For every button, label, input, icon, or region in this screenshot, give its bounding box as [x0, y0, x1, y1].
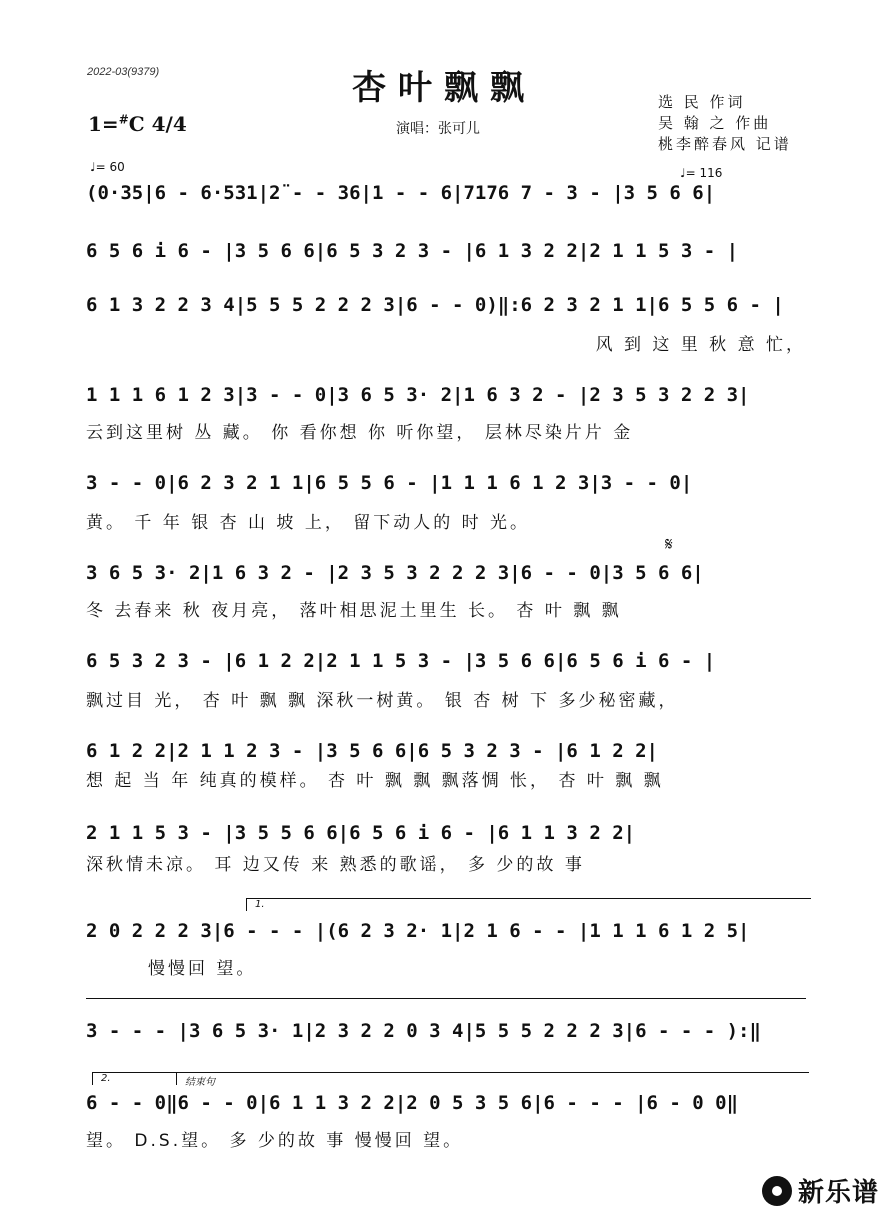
staff-line: 6 1 3 2 2 3 4|5 5 5 2 2 2 3|6 - - 0)‖:6 2 3 2 1 1|6 5 5 6 - | — [86, 294, 784, 316]
staff-line: (0·35|6 - 6·531|2̈ - - 36|1 - - 6|7176 7 - 3 - |3 5 6 6| — [86, 182, 716, 204]
lyric-line: 云到这里树 丛 藏。 你 看你想 你 听你望， 层林尽染片片 金 — [86, 423, 634, 443]
staff-line: 3 - - 0|6 2 3 2 1 1|6 5 5 6 - |1 1 1 6 1 2 3|3 - - 0| — [86, 472, 693, 494]
lyric-line: 慢慢回 望。 — [148, 959, 257, 979]
staff-line: 3 6 5 3· 2|1 6 3 2 - |2 3 5 3 2 2 2 3|6 - - 0|3 5 6 6| — [86, 562, 704, 584]
page-title: 杏叶飘飘 — [352, 68, 536, 108]
singer-credit: 演唱：张可儿 — [396, 121, 480, 137]
lyric-line: 望。 D.S.望。 多 少的故 事 慢慢回 望。 — [86, 1131, 464, 1151]
credits — [658, 92, 792, 155]
lyric-line: 想 起 当 年 纯真的模样。 杏 叶 飘 飘 飘落惆 怅， 杏 叶 飘 飘 — [86, 771, 664, 791]
brand-logo — [762, 1172, 879, 1209]
volta-bracket-second: 2. — [92, 1072, 179, 1085]
staff-line: 3 - - - |3 6 5 3· 1|2 3 2 2 0 3 4|5 5 5 2 2 2 3|6 - - - ):‖ — [86, 1020, 761, 1042]
lyric-line: 风 到 这 里 秋 意 忙， — [595, 335, 806, 355]
volta-bracket-first: 1. — [246, 898, 811, 911]
transcriber-credit: 桃李醉春风 记谱 — [658, 135, 792, 153]
staff-line: 6 1 2 2|2 1 1 2 3 - |3 5 6 6|6 5 3 2 3 - |6 1 2 2| — [86, 740, 658, 762]
staff-line: 2 1 1 5 3 - |3 5 5 6 6|6 5 6 i 6 - |6 1 1 3 2 2| — [86, 822, 636, 844]
key-signature: 1=#C 4/4 — [88, 112, 187, 136]
composer-credit: 吴 翰 之 作曲 — [658, 114, 772, 132]
ending-bracket: 结束句 — [176, 1072, 809, 1085]
segno-icon: 𝄋 — [665, 534, 673, 555]
staff-line: 1 1 1 6 1 2 3|3 - - 0|3 6 5 3· 2|1 6 3 2 - |2 3 5 3 2 2 3| — [86, 384, 750, 406]
logo-text: 新乐谱 — [798, 1178, 880, 1208]
lyricist-credit: 选 民 作词 — [658, 93, 746, 111]
sharp-icon: # — [118, 112, 129, 127]
staff-line: 2 0 2 2 2 3|6 - - - |(6 2 3 2· 1|2 1 6 - - |1 1 1 6 1 2 5| — [86, 920, 750, 942]
lyric-line: 飘过目 光， 杏 叶 飘 飘 深秋一树黄。 银 杏 树 下 多少秘密藏， — [86, 691, 679, 711]
lyric-line: 冬 去春来 秋 夜月亮， 落叶相思泥土里生 长。 杏 叶 飘 飘 — [86, 601, 622, 621]
tempo-marking: ♩= 116 — [680, 166, 723, 180]
score-code: 2022-03(9379) — [87, 66, 160, 78]
staff-line: 6 - - 0‖6 - - 0|6 1 1 3 2 2|2 0 5 3 5 6|6 - - - |6 - 0 0‖ — [86, 1092, 739, 1114]
system-rule — [86, 998, 806, 999]
tempo-marking: ♩= 60 — [90, 160, 125, 174]
lyric-line: 黄。 千 年 银 杏 山 坡 上， 留下动人的 时 光。 — [86, 513, 531, 533]
lyric-line: 深秋情未凉。 耳 边又传 来 熟悉的歌谣， 多 少的故 事 — [86, 855, 585, 875]
staff-line: 6 5 3 2 3 - |6 1 2 2|2 1 1 5 3 - |3 5 6 6|6 5 6 i 6 - | — [86, 650, 716, 672]
time-signature: 4/4 — [151, 112, 187, 136]
vinyl-record-icon — [762, 1176, 792, 1206]
staff-line: 6 5 6 i 6 - |3 5 6 6|6 5 3 2 3 - |6 1 3 2 2|2 1 1 5 3 - | — [86, 240, 739, 262]
